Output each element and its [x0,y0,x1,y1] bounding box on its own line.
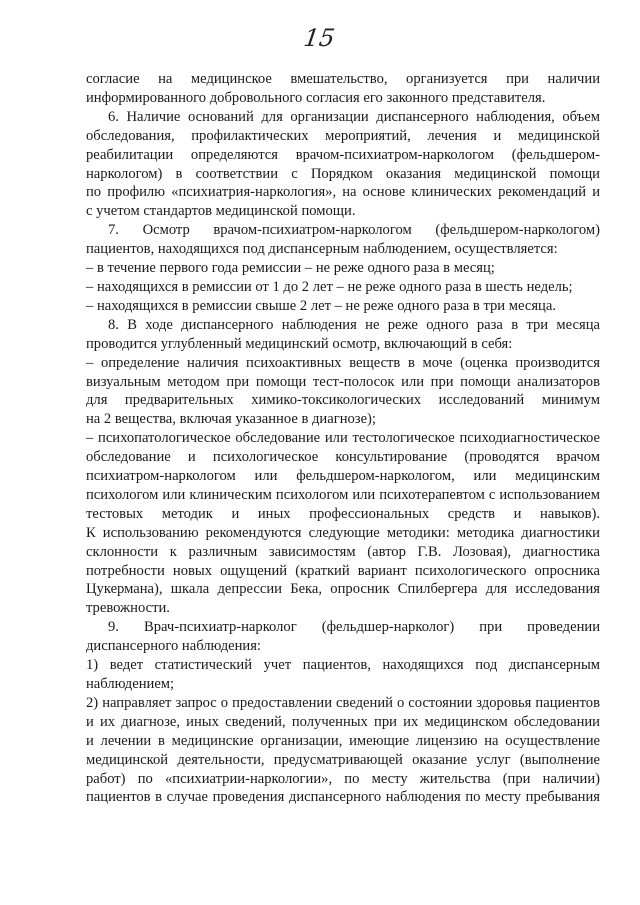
text-line: 2) направляет запрос о предоставлении сведений о состоянии здоровья пациентов [86,694,600,711]
page-number: 15 [302,24,337,52]
text-line: – психопатологическое обследование или тестологическое психодиагностическое [86,430,600,447]
text-line: по профилю «психиатрия-наркология», на основе клинических рекомендаций и [86,184,600,201]
text-line: согласие на медицинское вмешательство, организуется при наличии [86,71,600,87]
text-line: склонности к различным зависимостям (автор Г.В. Лозовая), диагностика [86,543,600,560]
text-line: 8. В ходе диспансерного наблюдения не реже одного раза в три месяца [108,316,600,333]
text-line: реабилитации определяются врачом-психиатром-наркологом (фельдшером- [86,146,600,163]
document-body [86,70,600,807]
text-line: тревожности. [86,600,170,617]
text-line: Цукермана), шкала депрессии Бека, опросник Спилбергера для исследования [86,581,600,598]
text-line: наркологом) в соответствии с Порядком оказания медицинской помощи [86,165,600,182]
text-line: медицинской деятельности, предусматривающей оказание услуг (выполнение [86,751,600,768]
text-line: 6. Наличие оснований для организации диспансерного наблюдения, объем [108,108,600,125]
text-line: 9. Врач-психиатр-нарколог (фельдшер-нарколог) при проведении [108,619,600,636]
text-line: психиатром-наркологом или фельдшером-наркологом, или медицинским [86,468,600,485]
text-line: – определение наличия психоактивных веществ в моче (оценка производится [86,354,600,371]
text-line: – находящихся в ремиссии от 1 до 2 лет – не реже одного раза в шесть недель; [86,278,573,295]
text-line: 1) ведет статистический учет пациентов, находящихся под диспансерным [86,657,600,674]
text-line: обследования, профилактических мероприятий, лечения и медицинской [86,127,600,144]
text-line: К использованию рекомендуются следующие методики: методика диагностики [86,524,600,541]
text-line: пациентов в случае проведения диспансерного наблюдения по месту пребывания [86,789,600,806]
text-line: визуальным методом при помощи тест-полосок или при помощи анализаторов [86,373,600,390]
text-line: 7. Осмотр врачом-психиатром-наркологом (фельдшером-наркологом) [108,222,600,239]
text-line: и лечении в медицинские организации, имеющие лицензию на осуществление [86,732,600,749]
text-line: – находящихся в ремиссии свыше 2 лет – не реже одного раза в три месяца. [86,297,556,314]
text-line: на 2 вещества, включая указанное в диагнозе); [86,411,376,428]
text-line: для предварительных химико-токсикологических исследований минимум [86,392,600,409]
text-line: диспансерного наблюдения: [86,638,261,655]
text-line: и их диагнозе, иных сведений, полученных при их медицинском обследовании [86,713,600,730]
text-line: с учетом стандартов медицинской помощи. [86,203,356,220]
text-line: работ) по «психиатрии-наркологии», по месту жительства (при наличии) [86,770,600,787]
text-line: пациентов, находящихся под диспансерным наблюдением, осуществляется: [86,241,558,258]
text-line: информированного добровольного согласия его законного представителя. [86,89,546,106]
text-line: потребности новых ощущений (краткий вариант психологического опросника [86,562,600,579]
text-line: – в течение первого года ремиссии – не реже одного раза в месяц; [86,260,495,277]
text-line: проводится углубленный медицинский осмотр, включающий в себя: [86,335,513,352]
text-line: наблюдением; [86,676,175,692]
text-line: обследование и психологическое консультирование (проводятся врачом [86,449,600,466]
text-line: психологом или клиническим психологом или психотерапевтом с использованием [86,486,600,503]
text-line: тестовых методик и иных профессиональных средств и навыков). [86,505,600,522]
